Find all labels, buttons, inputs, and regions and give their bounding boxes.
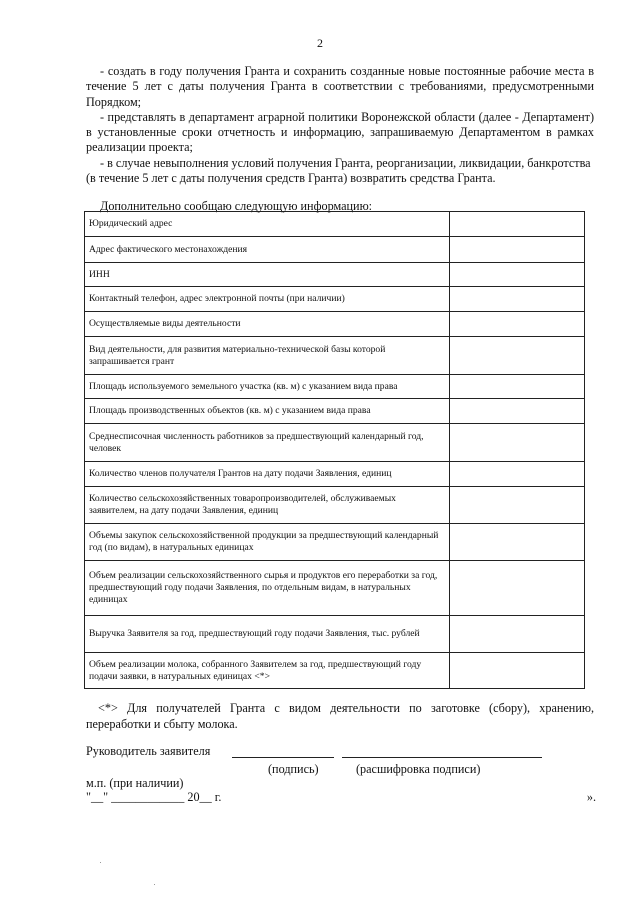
signature-label: Руководитель заявителя [86, 744, 211, 758]
row-value-cell[interactable] [450, 375, 585, 399]
info-table [84, 211, 585, 689]
row-value-cell[interactable] [450, 653, 585, 689]
end-mark: ». [586, 790, 596, 804]
table-row [85, 337, 585, 375]
row-label: Выручка Заявителя за год, предшествующий году подачи Заявления, тыс. рублей [85, 616, 450, 653]
table-row [85, 561, 585, 616]
signature-decoding-line[interactable] [342, 757, 542, 758]
row-value-cell[interactable] [450, 561, 585, 616]
row-value-cell[interactable] [450, 312, 585, 337]
signature-decoding-caption: (расшифровка подписи) [356, 762, 481, 776]
row-label: Адрес фактического местонахождения [85, 237, 450, 263]
obligation-item: - в случае невыполнения условий получения Гранта, реорганизации, ликвидации, банкротства (в течение 5 лет с даты получения средств Гранта) возвратить средства Гранта. [86, 155, 591, 186]
row-value-cell[interactable] [450, 462, 585, 487]
stamp-note: м.п. (при наличии) [86, 776, 184, 790]
row-label: Площадь используемого земельного участка (кв. м) с указанием вида права [85, 375, 450, 399]
table-row [85, 312, 585, 337]
row-value-cell[interactable] [450, 524, 585, 561]
table-row [85, 287, 585, 312]
table-row [85, 237, 585, 263]
row-value-cell[interactable] [450, 237, 585, 263]
table-row [85, 375, 585, 399]
info-heading: Дополнительно сообщаю следующую информацию: [100, 199, 373, 213]
table-row [85, 487, 585, 524]
page-number: 2 [317, 36, 323, 50]
date-line [86, 790, 596, 805]
table-row [85, 263, 585, 287]
row-label: Объемы закупок сельскохозяйственной продукции за предшествующий календарный год (по видам), в натуральных единицах [85, 524, 450, 561]
table-row [85, 524, 585, 561]
row-value-cell[interactable] [450, 337, 585, 375]
row-label: Контактный телефон, адрес электронной почты (при наличии) [85, 287, 450, 312]
row-label: Юридический адрес [85, 212, 450, 237]
row-label: Объем реализации молока, собранного Заявителем за год, предшествующий году подачи заявки, в натуральных единицах <*> [85, 653, 450, 689]
obligations-list [86, 64, 594, 186]
row-value-cell[interactable] [450, 616, 585, 653]
row-label: Вид деятельности, для развития материально-технической базы которой запрашивается грант [85, 337, 450, 375]
row-label: Объем реализации сельскохозяйственного сырья и продуктов его переработки за год, предшествующий году подачи Заявления, по отдельным видам, в натуральных единицах [85, 561, 450, 616]
table-row [85, 424, 585, 462]
row-label: Среднесписочная численность работников за предшествующий календарный год, человек [85, 424, 450, 462]
table-row [85, 399, 585, 424]
scan-speck [154, 884, 155, 885]
row-value-cell[interactable] [450, 424, 585, 462]
obligation-item: - создать в году получения Гранта и сохранить созданные новые постоянные рабочие места в течение 5 лет с даты получения Гранта в соответствии с требованиями, предусмотренными Порядком; [86, 64, 594, 109]
date-field[interactable]: "__" ____________ 20__ г. [86, 790, 222, 804]
table-row [85, 653, 585, 689]
table-row [85, 212, 585, 237]
table-row [85, 462, 585, 487]
row-value-cell[interactable] [450, 399, 585, 424]
obligation-item: - представлять в департамент аграрной политики Воронежской области (далее - Департамент) в установленные сроки отчетность и информацию, запрашиваемую Департаментом в рамках реализации проекта; [86, 109, 594, 155]
row-value-cell[interactable] [450, 487, 585, 524]
row-label: Количество сельскохозяйственных товаропроизводителей, обслуживаемых заявителем, на дату подачи Заявления, единиц [85, 487, 450, 524]
signature-line[interactable] [232, 757, 334, 758]
scan-speck [100, 862, 101, 863]
signature-caption: (подпись) [268, 762, 319, 776]
row-label: Количество членов получателя Грантов на дату подачи Заявления, единиц [85, 462, 450, 487]
footnote: <*> Для получателей Гранта с видом деятельности по заготовке (сбору), хранению, переработки и сбыту молока. [86, 701, 594, 731]
row-value-cell[interactable] [450, 212, 585, 237]
row-value-cell[interactable] [450, 263, 585, 287]
row-label: ИНН [85, 263, 450, 287]
row-value-cell[interactable] [450, 287, 585, 312]
row-label: Осуществляемые виды деятельности [85, 312, 450, 337]
row-label: Площадь производственных объектов (кв. м) с указанием вида права [85, 399, 450, 424]
table-row [85, 616, 585, 653]
